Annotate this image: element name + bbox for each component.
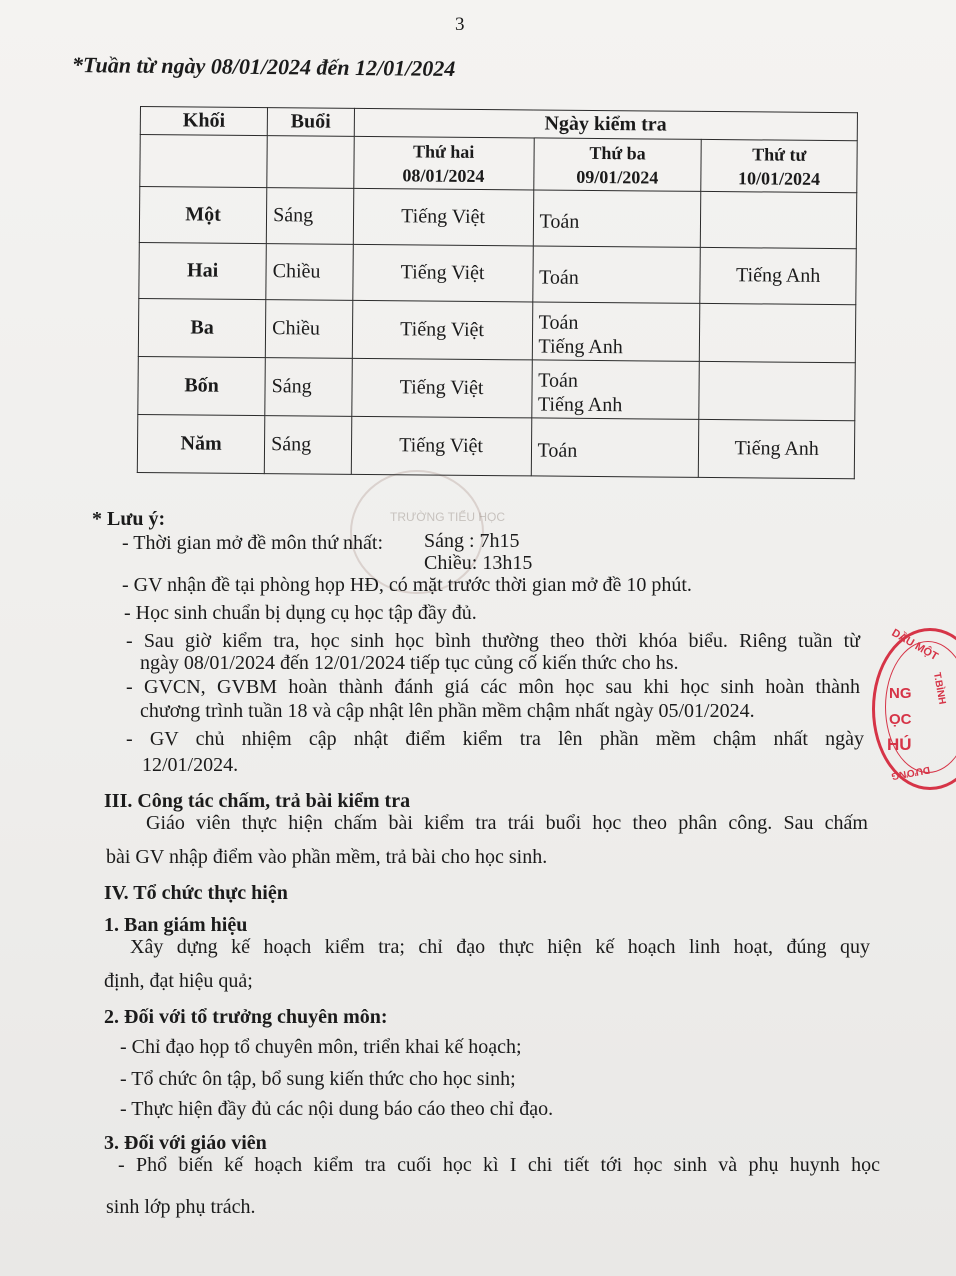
stamp-line-2: ỌC bbox=[889, 711, 912, 728]
subsection-2-title: 2. Đối với tổ trưởng chuyên môn: bbox=[104, 1006, 388, 1028]
row-buoi: Chiều bbox=[266, 244, 353, 301]
day-1-name: Thứ hai bbox=[412, 140, 475, 162]
list-item: - Chỉ đạo họp tổ chuyên môn, triển khai kế hoạch; bbox=[120, 1036, 522, 1058]
row-buoi: Sáng bbox=[264, 416, 351, 475]
header-buoi: Buổi bbox=[267, 108, 354, 137]
row-khoi: Ba bbox=[138, 298, 266, 357]
table-row bbox=[139, 242, 856, 304]
section-3-title: III. Công tác chấm, trả bài kiểm tra bbox=[104, 790, 411, 812]
header-ngay-kiem-tra: Ngày kiểm tra bbox=[354, 108, 858, 140]
row-day-1: Tiếng Việt bbox=[352, 244, 532, 302]
stamp-bottom-text: DƯƠNG bbox=[890, 763, 931, 782]
list-item: - Tổ chức ôn tập, bổ sung kiến thức cho học sinh; bbox=[120, 1068, 516, 1090]
row-buoi: Sáng bbox=[266, 188, 353, 245]
notes-heading: * Lưu ý: bbox=[92, 508, 166, 530]
stamp-line-3: HÚ bbox=[887, 735, 912, 754]
note-time-morning: Sáng : 7h15 bbox=[424, 530, 520, 552]
note-item-cont: chương trình tuần 18 và cập nhật lên phần mềm chậm nhất ngày 05/01/2024. bbox=[140, 700, 755, 722]
list-item: - Thực hiện đầy đủ các nội dung báo cáo theo chỉ đạo. bbox=[120, 1098, 554, 1120]
note-item: - Học sinh chuẩn bị dụng cụ học tập đầy đủ. bbox=[124, 602, 477, 624]
row-day-3: Tiếng Anh bbox=[700, 247, 856, 304]
row-khoi: Hai bbox=[139, 242, 267, 299]
subsection-3-title: 3. Đối với giáo viên bbox=[104, 1132, 267, 1154]
note-item: - GV nhận đề tại phòng họp HĐ, có mặt trước thời gian mở đề 10 phút. bbox=[122, 574, 692, 596]
stamp-right-text: T.BÌNH bbox=[930, 671, 948, 706]
school-seal-stamp bbox=[872, 628, 956, 790]
day-1-date: 08/01/2024 bbox=[402, 164, 485, 186]
row-day-2-subject: Toán bbox=[538, 368, 578, 392]
stamp-top-text: DẦU MỘT bbox=[889, 626, 940, 664]
note-item: - GVCN, GVBM hoàn thành đánh giá các môn học sau khi học sinh hoàn thành bbox=[126, 676, 860, 698]
row-day-3 bbox=[699, 361, 855, 420]
table-row bbox=[138, 356, 855, 420]
note-item-cont: 12/01/2024. bbox=[142, 754, 239, 776]
day-3-name: Thứ tư bbox=[752, 143, 807, 165]
row-khoi: Năm bbox=[137, 414, 265, 473]
row-day-2 bbox=[532, 246, 700, 303]
row-khoi: Bốn bbox=[138, 356, 266, 415]
subsection-1-paragraph-cont: định, đạt hiệu quả; bbox=[104, 970, 253, 992]
row-day-2-subject: Tiếng Anh bbox=[537, 392, 623, 416]
note-item: - Sau giờ kiểm tra, học sinh học bình thường theo thời khóa biểu. Riêng tuần từ bbox=[126, 630, 860, 652]
header-buoi-blank bbox=[267, 136, 354, 189]
subsection-3-paragraph: - Phổ biến kế hoạch kiểm tra cuối học kì I chi tiết tới học sinh và phụ huynh học bbox=[118, 1154, 880, 1176]
header-day-1 bbox=[353, 136, 533, 190]
day-2-date: 09/01/2024 bbox=[576, 166, 659, 188]
row-day-1: Tiếng Việt bbox=[352, 300, 532, 360]
week-title: *Tuần từ ngày 08/01/2024 đến 12/01/2024 bbox=[71, 52, 456, 82]
note-item-cont: ngày 08/01/2024 đến 12/01/2024 tiếp tục củng cố kiến thức cho hs. bbox=[140, 652, 679, 674]
table-row bbox=[138, 298, 855, 362]
row-buoi: Sáng bbox=[265, 358, 352, 417]
subsection-1-paragraph: Xây dựng kế hoạch kiểm tra; chỉ đạo thực hiện kế hoạch linh hoạt, đúng quy bbox=[130, 936, 870, 958]
row-day-2-subject: Tiếng Anh bbox=[538, 334, 623, 358]
row-day-2 bbox=[533, 190, 701, 247]
note-time-afternoon: Chiều: 13h15 bbox=[424, 552, 533, 574]
row-day-2-subject: Toán bbox=[539, 209, 580, 233]
row-day-2-subject: Toán bbox=[537, 438, 578, 462]
header-day-2 bbox=[533, 138, 701, 191]
note-item: - GV chủ nhiệm cập nhật điểm kiểm tra lên phần mềm chậm nhất ngày bbox=[126, 728, 864, 750]
note-time-label: - Thời gian mở đề môn thứ nhất: bbox=[122, 532, 384, 554]
table-row bbox=[137, 414, 854, 478]
subsection-3-paragraph-cont: sinh lớp phụ trách. bbox=[106, 1196, 256, 1218]
header-day-3 bbox=[701, 139, 857, 192]
row-day-1: Tiếng Việt bbox=[351, 416, 531, 476]
section-4-title: IV. Tổ chức thực hiện bbox=[104, 882, 288, 904]
row-day-2 bbox=[531, 360, 699, 419]
row-day-1: Tiếng Việt bbox=[353, 188, 533, 246]
section-3-paragraph-cont: bài GV nhập điểm vào phần mềm, trả bài cho học sinh. bbox=[106, 846, 548, 868]
day-3-date: 10/01/2024 bbox=[737, 167, 821, 189]
table-row bbox=[139, 187, 856, 249]
row-day-3: Tiếng Anh bbox=[699, 419, 855, 478]
header-khoi-blank bbox=[140, 135, 268, 188]
header-khoi: Khối bbox=[140, 107, 267, 136]
subsection-1-title: 1. Ban giám hiệu bbox=[104, 914, 248, 936]
row-day-2 bbox=[531, 418, 699, 477]
row-day-2 bbox=[532, 302, 700, 361]
row-day-2-subject: Toán bbox=[538, 310, 579, 334]
section-3-paragraph: Giáo viên thực hiện chấm bài kiểm tra trái buổi học theo phân công. Sau chấm bbox=[146, 812, 868, 834]
row-buoi: Chiều bbox=[265, 300, 352, 359]
row-day-1: Tiếng Việt bbox=[351, 358, 531, 418]
row-day-3 bbox=[701, 191, 857, 248]
exam-schedule-table bbox=[137, 106, 858, 479]
page-number: 3 bbox=[455, 14, 465, 35]
row-khoi: Một bbox=[139, 187, 267, 244]
row-day-3 bbox=[700, 303, 856, 362]
faint-stamp-text: TRƯỜNG TIỂU HỌC bbox=[390, 510, 505, 524]
row-day-2-subject: Toán bbox=[538, 265, 579, 289]
stamp-line-1: NG bbox=[889, 685, 912, 702]
day-2-name: Thứ ba bbox=[589, 142, 646, 163]
